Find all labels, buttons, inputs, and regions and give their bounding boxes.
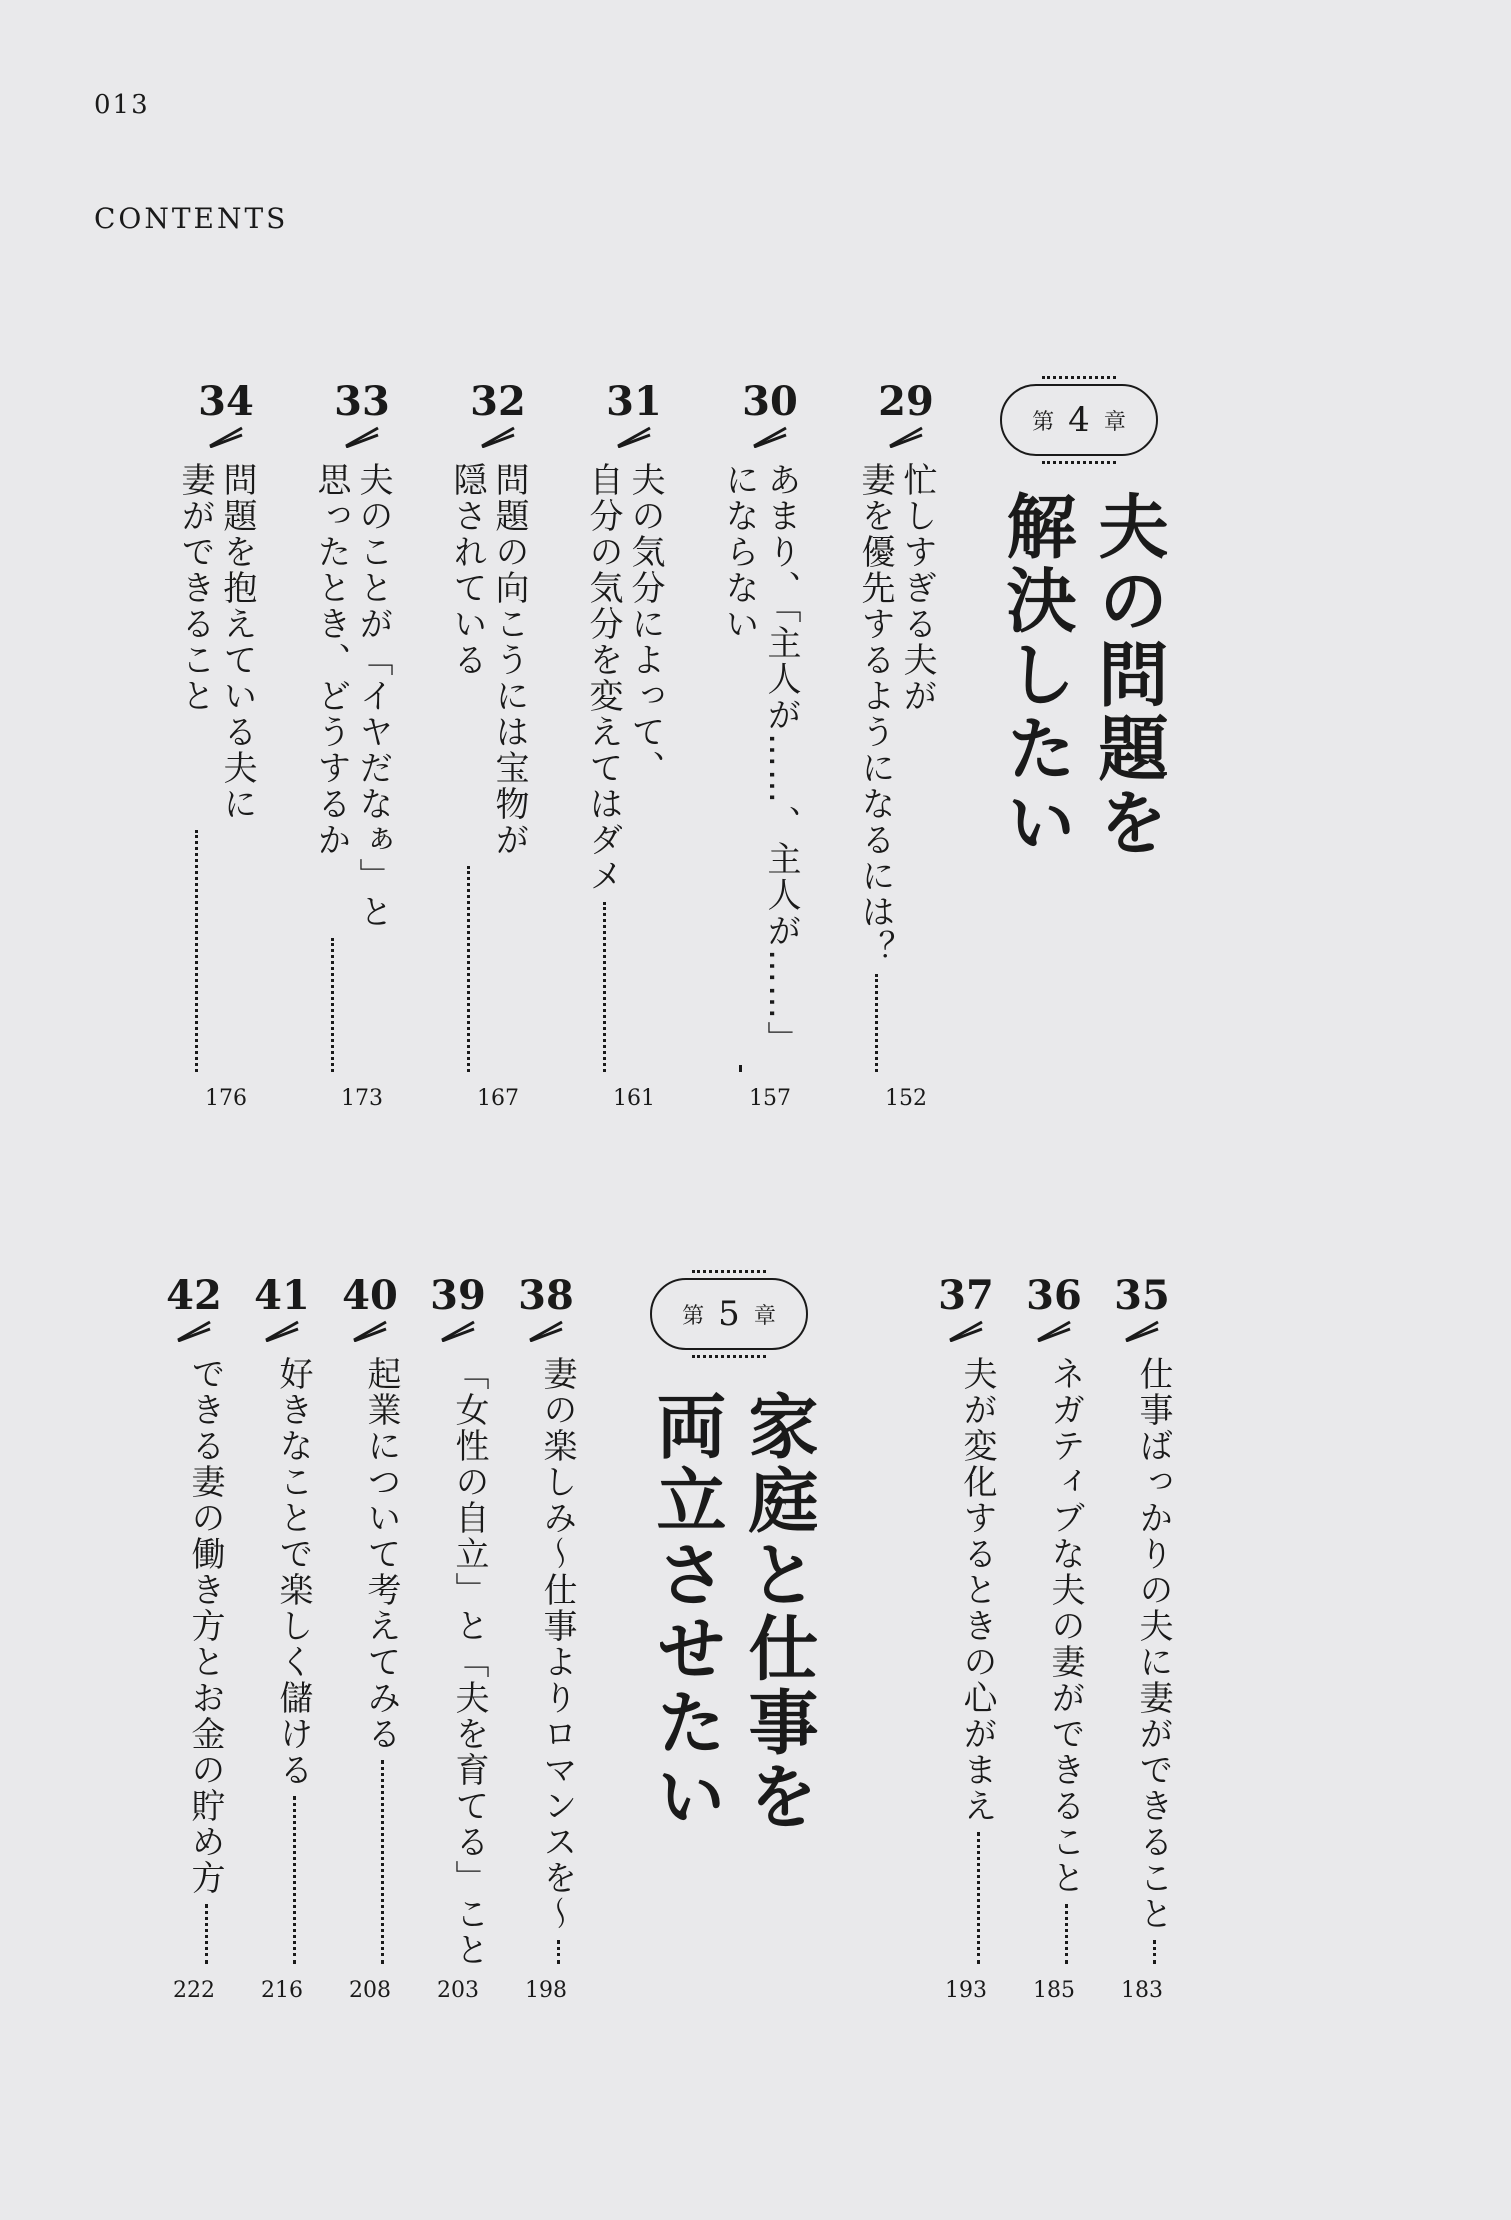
toc-entry[interactable] bbox=[175, 378, 264, 1116]
entry-number: 30 bbox=[742, 378, 798, 425]
toc-entry[interactable] bbox=[508, 1272, 584, 2008]
entry-number: 29 bbox=[878, 378, 934, 425]
leader-dots bbox=[293, 1796, 296, 1964]
double-slash-icon bbox=[946, 1320, 986, 1342]
entry-page-number: 157 bbox=[749, 1086, 791, 1111]
entry-title bbox=[310, 462, 394, 930]
chapter-title-line: 両立させたい bbox=[645, 1390, 727, 1834]
toc-entry[interactable] bbox=[332, 1272, 408, 2008]
entry-title-line: 起業について考えてみる bbox=[361, 1356, 401, 1752]
double-slash-icon bbox=[526, 1320, 566, 1342]
entry-page-number: 198 bbox=[525, 1978, 567, 2003]
entry-title bbox=[1132, 1356, 1174, 1932]
entry-number: 33 bbox=[334, 378, 390, 425]
double-slash-icon bbox=[438, 1320, 478, 1342]
entry-title bbox=[1044, 1356, 1086, 1896]
entry-title bbox=[854, 462, 938, 966]
entry-title-line: 妻ができること bbox=[175, 462, 215, 714]
leader-dots bbox=[1065, 1904, 1068, 1964]
double-slash-icon bbox=[750, 426, 790, 448]
entry-title bbox=[174, 462, 258, 822]
entry-title bbox=[446, 462, 530, 858]
entry-number: 41 bbox=[254, 1272, 310, 1319]
entry-title-line: 忙しすぎる夫が bbox=[897, 462, 937, 714]
entry-title bbox=[536, 1356, 578, 1932]
double-slash-icon bbox=[478, 426, 518, 448]
entry-title-line: 好きなことで楽しく儲ける bbox=[273, 1356, 313, 1788]
chapter-prefix: 第 bbox=[1032, 409, 1055, 435]
toc-entry[interactable] bbox=[420, 1272, 496, 2008]
entry-number: 36 bbox=[1026, 1272, 1082, 1319]
entry-title bbox=[718, 462, 802, 1057]
toc-entry[interactable] bbox=[447, 378, 536, 1116]
leader-dots bbox=[977, 1832, 980, 1964]
entry-page-number: 161 bbox=[613, 1086, 655, 1111]
entry-title bbox=[360, 1356, 402, 1752]
leader-dots bbox=[739, 1065, 742, 1072]
entry-title bbox=[448, 1356, 490, 1968]
page-number: 013 bbox=[94, 90, 150, 120]
chapter-suffix: 章 bbox=[1103, 409, 1126, 435]
chapter-title-line: 解決したい bbox=[995, 490, 1077, 860]
double-slash-icon bbox=[1034, 1320, 1074, 1342]
leader-dots bbox=[1153, 1940, 1156, 1964]
entry-number: 40 bbox=[342, 1272, 398, 1319]
double-slash-icon bbox=[262, 1320, 302, 1342]
chapter-prefix: 第 bbox=[682, 1303, 705, 1329]
entry-number: 37 bbox=[938, 1272, 994, 1319]
leader-dots bbox=[331, 938, 334, 1072]
chapter-title-line: 夫の問題を bbox=[1087, 490, 1169, 860]
chapter-title-line: 家庭と仕事を bbox=[737, 1390, 819, 1834]
entry-title-line: 思ったとき、どうするか bbox=[311, 462, 351, 858]
entry-title-line: 仕事ばっかりの夫に妻ができること bbox=[1133, 1356, 1173, 1932]
chapter-5-badge bbox=[650, 1278, 808, 1350]
entry-number: 35 bbox=[1114, 1272, 1170, 1319]
leader-dots bbox=[195, 830, 198, 1072]
toc-entry[interactable] bbox=[156, 1272, 232, 2008]
chapter-4-title bbox=[990, 490, 1174, 890]
entry-title bbox=[956, 1356, 998, 1824]
entry-title-line: 問題を抱えている夫に bbox=[217, 462, 257, 822]
entry-title-line: にならない bbox=[719, 462, 759, 642]
toc-entry[interactable] bbox=[583, 378, 672, 1116]
entry-title-line: 隠されている bbox=[447, 462, 487, 678]
leader-dots bbox=[557, 1940, 560, 1964]
leader-dots bbox=[603, 902, 606, 1072]
toc-entry[interactable] bbox=[719, 378, 808, 1116]
chapter-number: 5 bbox=[718, 1294, 740, 1334]
entry-number: 38 bbox=[518, 1272, 574, 1319]
entry-title bbox=[582, 462, 666, 894]
chapter-5-title bbox=[640, 1390, 824, 1850]
toc-entry[interactable] bbox=[928, 1272, 1004, 2008]
entry-number: 34 bbox=[198, 378, 254, 425]
entry-page-number: 185 bbox=[1033, 1978, 1075, 2003]
chapter-number: 4 bbox=[1068, 400, 1090, 440]
entry-page-number: 208 bbox=[349, 1978, 391, 2003]
double-slash-icon bbox=[206, 426, 246, 448]
entry-title-line: 「女性の自立」と「夫を育てる」こと bbox=[449, 1356, 489, 1968]
entry-title-line: あまり、「主人が……、主人が……」 bbox=[761, 462, 801, 1057]
entry-page-number: 216 bbox=[261, 1978, 303, 2003]
toc-entry[interactable] bbox=[855, 378, 944, 1116]
entry-number: 32 bbox=[470, 378, 526, 425]
entry-title-line: ネガティブな夫の妻ができること bbox=[1045, 1356, 1085, 1896]
entry-title-line: 夫が変化するときの心がまえ bbox=[957, 1356, 997, 1824]
chapter-4-badge bbox=[1000, 384, 1158, 456]
contents-heading: CONTENTS bbox=[94, 202, 289, 235]
leader-dots bbox=[467, 866, 470, 1072]
double-slash-icon bbox=[350, 1320, 390, 1342]
entry-title-line: 夫のことが「イヤだなぁ」と bbox=[353, 462, 393, 930]
entry-number: 42 bbox=[166, 1272, 222, 1319]
entry-page-number: 183 bbox=[1121, 1978, 1163, 2003]
entry-page-number: 173 bbox=[341, 1086, 383, 1111]
leader-dots bbox=[381, 1760, 384, 1964]
double-slash-icon bbox=[174, 1320, 214, 1342]
leader-dots bbox=[875, 974, 878, 1072]
entry-title-line: 妻の楽しみ〜仕事よりロマンスを〜 bbox=[537, 1356, 577, 1932]
entry-page-number: 193 bbox=[945, 1978, 987, 2003]
chapter-suffix: 章 bbox=[753, 1303, 776, 1329]
leader-dots bbox=[205, 1904, 208, 1964]
toc-entry[interactable] bbox=[1016, 1272, 1092, 2008]
double-slash-icon bbox=[1122, 1320, 1162, 1342]
entry-title-line: 自分の気分を変えてはダメ bbox=[583, 462, 623, 894]
entry-title bbox=[272, 1356, 314, 1788]
entry-title-line: 問題の向こうには宝物が bbox=[489, 462, 529, 858]
double-slash-icon bbox=[614, 426, 654, 448]
toc-entry[interactable] bbox=[1104, 1272, 1180, 2008]
double-slash-icon bbox=[342, 426, 382, 448]
entry-title-line: 妻を優先するようになるには？ bbox=[855, 462, 895, 966]
entry-page-number: 203 bbox=[437, 1978, 479, 2003]
entry-page-number: 176 bbox=[205, 1086, 247, 1111]
double-slash-icon bbox=[886, 426, 926, 448]
entry-title bbox=[184, 1356, 226, 1896]
entry-title-line: 夫の気分によって、 bbox=[625, 462, 665, 786]
entry-page-number: 152 bbox=[885, 1086, 927, 1111]
entry-page-number: 222 bbox=[173, 1978, 215, 2003]
toc-entry[interactable] bbox=[311, 378, 400, 1116]
entry-title-line: できる妻の働き方とお金の貯め方 bbox=[185, 1356, 225, 1896]
entry-number: 39 bbox=[430, 1272, 486, 1319]
entry-page-number: 167 bbox=[477, 1086, 519, 1111]
toc-entry[interactable] bbox=[244, 1272, 320, 2008]
entry-number: 31 bbox=[606, 378, 662, 425]
